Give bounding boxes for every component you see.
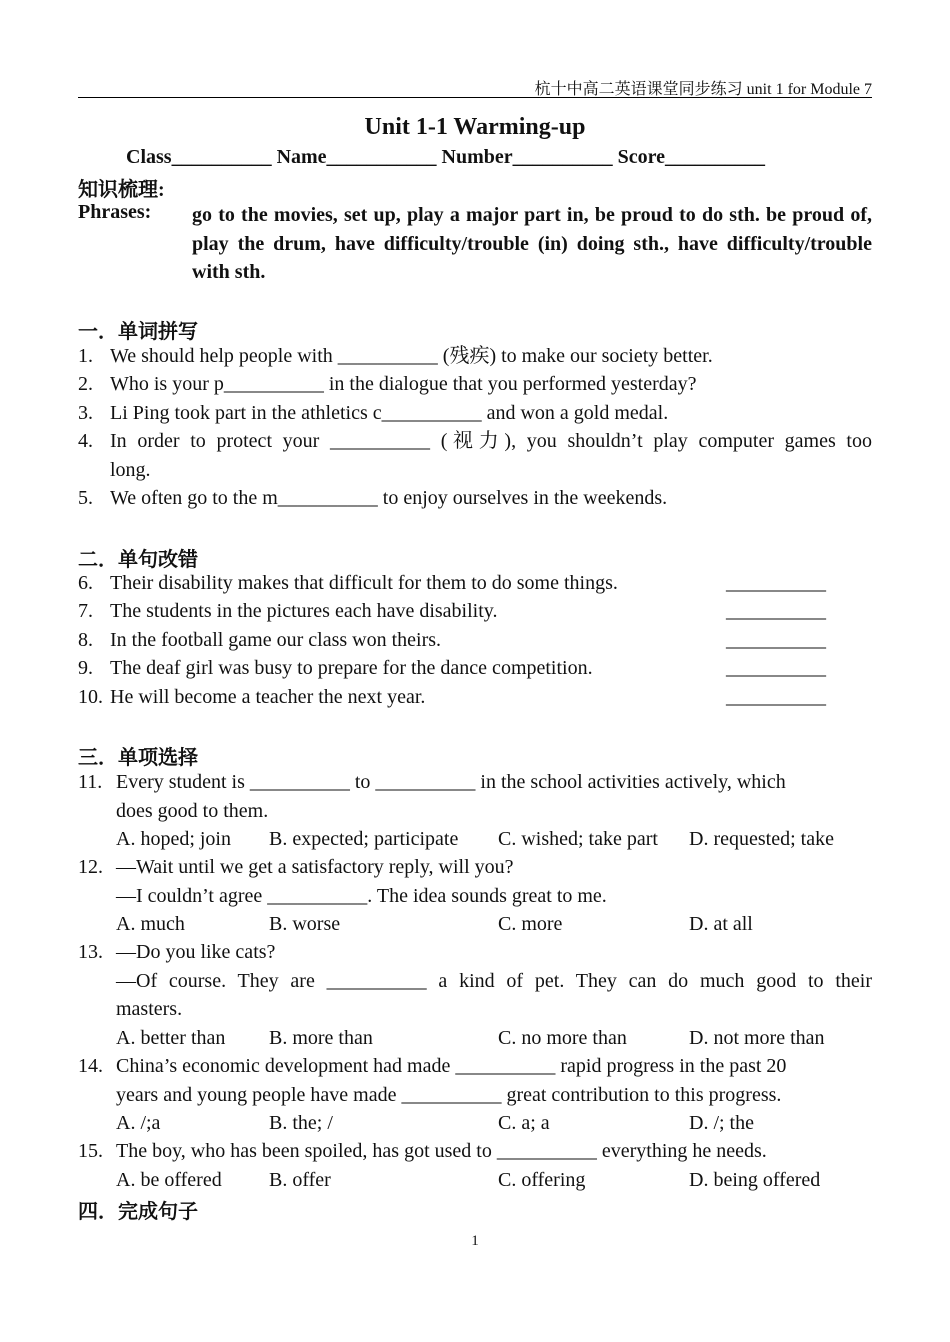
question-text-continued: —I couldn’t agree __________. The idea sounds great to me. [116, 884, 607, 907]
answer-blank[interactable]: __________ [726, 686, 826, 708]
question-text-continued: masters. [116, 998, 183, 1020]
answer-blank[interactable]: __________ [726, 629, 826, 651]
question-text: Their disability makes that difficult for them to do some things. [110, 572, 618, 594]
question-number: 7. [78, 600, 93, 622]
question-text-continued: —Of course. They are __________ a kind of pet. They can do much good to their [116, 969, 872, 992]
question-8 [78, 626, 872, 655]
answer-blank[interactable]: __________ [726, 572, 826, 594]
question-number: 10. [78, 686, 103, 708]
option-d[interactable]: D. at all [689, 913, 753, 935]
question-text: The students in the pictures each have disability. [110, 600, 498, 622]
options-row [78, 825, 872, 854]
question-text: The deaf girl was busy to prepare for the dance competition. [110, 657, 593, 679]
header-rule [78, 97, 872, 98]
options-row [78, 1109, 872, 1138]
question-number: 4. [78, 430, 93, 452]
option-a[interactable]: A. hoped; join [116, 828, 231, 850]
question-2 [78, 370, 872, 399]
question-9 [78, 654, 872, 683]
answer-blank[interactable]: __________ [726, 600, 826, 622]
question-number: 3. [78, 402, 93, 424]
section4-heading: 四．完成句子 [78, 1201, 198, 1223]
option-d[interactable]: D. not more than [689, 1026, 825, 1049]
option-b[interactable]: B. the; / [269, 1112, 333, 1134]
options-row [78, 1024, 872, 1053]
options-row [78, 910, 872, 939]
question-text-continued: years and young people have made __________ great contribution to this progress. [116, 1083, 782, 1106]
question-number: 15. [78, 1140, 103, 1162]
option-b[interactable]: B. expected; participate [269, 828, 459, 850]
answer-blank[interactable]: __________ [726, 657, 826, 679]
section3-heading: 三．单项选择 [78, 747, 198, 769]
option-b[interactable]: B. more than [269, 1026, 373, 1049]
question-11 [78, 768, 872, 854]
phrases-label: Phrases: [78, 201, 152, 223]
option-d[interactable]: D. requested; take [689, 828, 834, 850]
question-text-continued: long. [110, 458, 151, 481]
question-number: 13. [78, 941, 103, 963]
option-a[interactable]: A. much [116, 913, 185, 935]
option-d[interactable]: D. /; the [689, 1112, 754, 1134]
option-a[interactable]: A. better than [116, 1026, 226, 1049]
student-info-line: Class__________ Name___________ Number__________ Score__________ [126, 146, 766, 168]
option-b[interactable]: B. worse [269, 913, 341, 935]
question-text: —Do you like cats? [116, 941, 276, 963]
question-12 [78, 853, 872, 939]
question-number: 11. [78, 771, 103, 793]
page-number: 1 [471, 1233, 479, 1249]
section1-heading: 一．单词拼写 [78, 321, 198, 343]
question-text: In the football game our class won theirs. [110, 629, 442, 651]
question-text: We often go to the m__________ to enjoy ourselves in the weekends. [110, 487, 668, 509]
question-number: 12. [78, 856, 103, 878]
question-15 [78, 1137, 872, 1194]
page-title: Unit 1-1 Warming-up [364, 114, 586, 140]
option-c[interactable]: C. no more than [498, 1026, 627, 1049]
option-a[interactable]: A. be offered [116, 1168, 222, 1191]
question-text-continued: does good to them. [116, 799, 269, 822]
question-text: In order to protect your __________ (视力), you shouldn’t play computer games too [110, 430, 872, 452]
question-6 [78, 569, 872, 598]
option-c[interactable]: C. a; a [498, 1112, 550, 1134]
options-row [78, 1166, 872, 1195]
phrases-text: go to the movies, set up, play a major part in, be proud to do sth. be proud of, play the drum, have difficulty/trouble (in) doing sth., have difficulty/trouble with sth. [192, 204, 872, 283]
knowledge-heading: 知识梳理: [78, 179, 165, 201]
question-text: —Wait until we get a satisfactory reply, will you? [116, 856, 514, 878]
question-13 [78, 938, 872, 1052]
option-d[interactable]: D. being offered [689, 1168, 821, 1191]
option-c[interactable]: C. offering [498, 1168, 586, 1191]
question-number: 9. [78, 657, 93, 679]
section2-heading: 二．单句改错 [78, 549, 198, 571]
option-a[interactable]: A. /;a [116, 1112, 161, 1134]
question-number: 8. [78, 629, 93, 651]
question-text: The boy, who has been spoiled, has got used to __________ everything he needs. [116, 1140, 767, 1162]
question-text: He will become a teacher the next year. [110, 686, 426, 708]
page-header: 杭十中高二英语课堂同步练习 unit 1 for Module 7 [534, 81, 872, 98]
question-number: 2. [78, 373, 93, 395]
question-3 [78, 399, 872, 428]
question-1 [78, 342, 872, 371]
question-number: 6. [78, 572, 93, 594]
question-text: Who is your p__________ in the dialogue that you performed yesterday? [110, 373, 697, 395]
question-5 [78, 484, 872, 513]
question-4 [78, 427, 872, 484]
question-text: Every student is __________ to __________ in the school activities actively, which [116, 771, 786, 793]
option-c[interactable]: C. more [498, 913, 563, 935]
option-c[interactable]: C. wished; take part [498, 828, 658, 850]
question-7 [78, 597, 872, 626]
question-10 [78, 683, 872, 712]
option-b[interactable]: B. offer [269, 1168, 331, 1191]
question-number: 5. [78, 487, 93, 509]
question-14 [78, 1052, 872, 1138]
question-text: China’s economic development had made __________ rapid progress in the past 20 [116, 1055, 787, 1077]
question-number: 14. [78, 1055, 103, 1077]
question-number: 1. [78, 345, 93, 367]
question-text: Li Ping took part in the athletics c__________ and won a gold medal. [110, 402, 669, 424]
question-text: We should help people with __________ (残疾) to make our society better. [110, 345, 713, 367]
